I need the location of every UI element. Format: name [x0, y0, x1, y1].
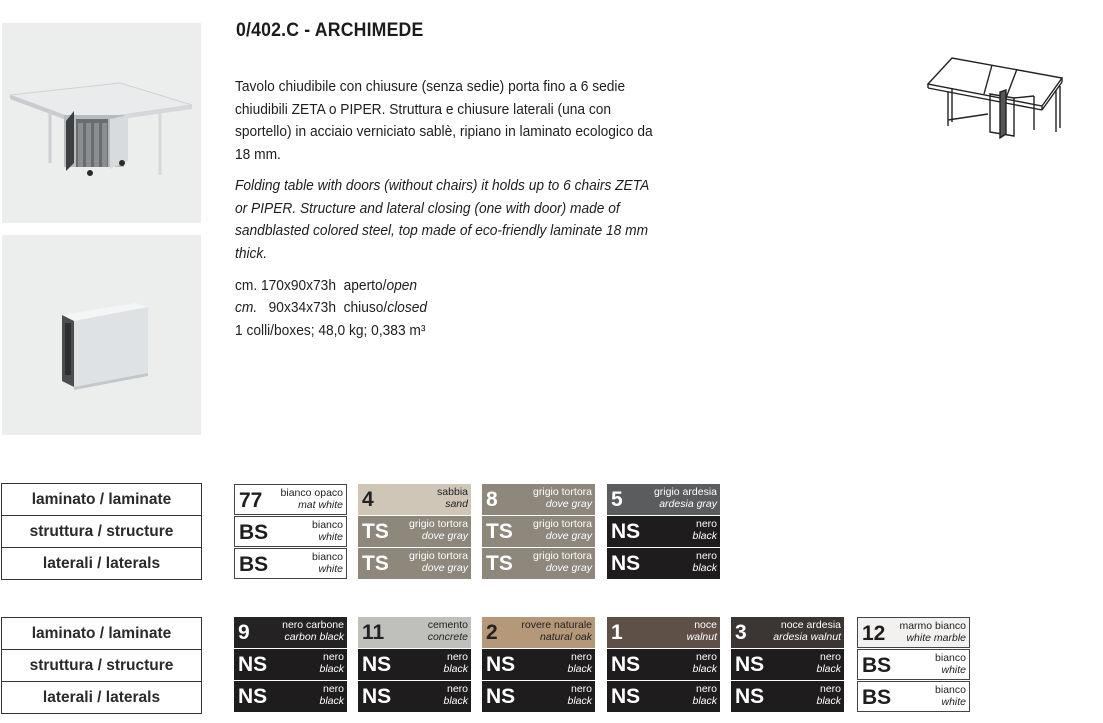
- swatch-name-italian: rovere naturale: [521, 619, 592, 631]
- swatch-code: TS: [362, 520, 389, 543]
- swatch-name-english: carbon black: [284, 631, 344, 643]
- finish-swatch: [358, 617, 471, 648]
- finish-swatch: [482, 649, 595, 680]
- swatch-code: NS: [362, 685, 392, 708]
- swatch-name-english: white: [318, 563, 343, 575]
- finish-swatch: [857, 649, 970, 680]
- finish-labels-group-2: [1, 617, 202, 714]
- swatch-code: NS: [611, 685, 641, 708]
- swatch-name-english: ardesia walnut: [773, 631, 841, 643]
- swatch-name-english: black: [567, 663, 592, 675]
- swatch-code: 8: [486, 488, 498, 511]
- swatch-name-italian: grigio tortora: [533, 486, 592, 498]
- dimensions-open: [235, 275, 417, 297]
- swatch-name-italian: noce: [694, 619, 717, 631]
- swatch-name-english: mat white: [298, 499, 343, 511]
- dimensions-closed-text: 90x34x73h chiuso/: [257, 300, 388, 316]
- label-laterals: laterali / laterals: [2, 547, 201, 579]
- swatch-code: TS: [486, 552, 513, 575]
- packaging-info: 1 colli/boxes; 48,0 kg; 0,383 m³: [235, 323, 426, 339]
- swatch-code: BS: [239, 553, 269, 576]
- swatch-code: 2: [486, 621, 498, 644]
- swatch-name-italian: nero: [322, 683, 344, 695]
- swatch-name-english: black: [816, 663, 841, 675]
- swatch-name-english: walnut: [686, 631, 717, 643]
- finish-swatch: [234, 516, 347, 547]
- swatch-code: NS: [238, 685, 268, 708]
- dimensions-closed: [235, 297, 427, 319]
- finish-swatch: [234, 484, 347, 515]
- swatch-name-italian: nero: [695, 651, 717, 663]
- swatch-name-english: dove gray: [545, 498, 592, 510]
- table-line-drawing: [922, 50, 1067, 140]
- swatch-code: NS: [611, 520, 641, 543]
- product-code-title: 0/402.C - ARCHIMEDE: [236, 20, 424, 41]
- swatch-name-italian: nero: [695, 550, 717, 562]
- dimensions-open-en: open: [386, 278, 418, 294]
- finish-swatch: [234, 617, 347, 648]
- swatch-name-italian: grigio ardesia: [653, 486, 717, 498]
- swatch-name-english: natural oak: [540, 631, 592, 643]
- swatch-name-english: dove gray: [421, 562, 468, 574]
- swatch-code: NS: [611, 653, 641, 676]
- swatch-code: NS: [486, 653, 516, 676]
- label-laminate: laminato / laminate: [31, 491, 172, 508]
- swatch-name-italian: cemento: [427, 619, 468, 631]
- swatch-name-italian: nero: [570, 683, 592, 695]
- swatch-name-english: dove gray: [545, 530, 592, 542]
- label-laminate: laminato / laminate: [31, 625, 172, 642]
- swatch-name-italian: nero: [695, 683, 717, 695]
- finish-swatch: [234, 681, 347, 712]
- swatch-name-italian: nero carbone: [282, 619, 344, 631]
- swatch-code: BS: [239, 521, 269, 544]
- finish-swatch: [607, 548, 720, 579]
- swatch-name-english: white: [318, 531, 343, 543]
- swatch-name-english: black: [319, 695, 344, 707]
- swatch-name-english: black: [692, 562, 717, 574]
- swatch-name-english: black: [692, 663, 717, 675]
- swatch-name-english: black: [692, 530, 717, 542]
- finish-swatch: [482, 484, 595, 515]
- swatch-name-italian: nero: [819, 683, 841, 695]
- finish-swatch: [234, 649, 347, 680]
- swatch-name-italian: grigio tortora: [409, 518, 468, 530]
- finish-swatch: [607, 681, 720, 712]
- swatch-code: BS: [862, 654, 892, 677]
- swatch-name-italian: nero: [819, 651, 841, 663]
- swatch-code: 9: [238, 621, 250, 644]
- swatch-name-italian: bianco opaco: [280, 487, 343, 499]
- swatch-name-italian: nero: [570, 651, 592, 663]
- swatch-name-italian: nero: [695, 518, 717, 530]
- swatch-code: 1: [611, 621, 623, 644]
- swatch-code: NS: [735, 653, 765, 676]
- swatch-name-english: white marble: [906, 632, 966, 644]
- swatch-name-italian: grigio tortora: [533, 518, 592, 530]
- finish-swatch: [857, 681, 970, 712]
- swatch-name-english: dove gray: [545, 562, 592, 574]
- finish-swatch: [607, 516, 720, 547]
- swatch-name-english: ardesia gray: [659, 498, 717, 510]
- swatch-code: BS: [862, 686, 892, 709]
- dimensions-closed-en: closed: [387, 300, 428, 316]
- swatch-code: NS: [362, 653, 392, 676]
- swatch-name-english: white: [941, 696, 966, 708]
- swatch-code: 5: [611, 488, 623, 511]
- finish-swatch: [234, 548, 347, 579]
- swatch-name-italian: nero: [322, 651, 344, 663]
- finish-swatch: [731, 681, 844, 712]
- swatch-code: TS: [486, 520, 513, 543]
- swatch-name-italian: bianco: [312, 551, 343, 563]
- swatch-name-english: black: [443, 663, 468, 675]
- description-english: Folding table with doors (without chairs) it holds up to 6 chairs ZETA or PIPER. Structure and lateral closing (one with door) made of sandblasted colored steel, top made of eco-friendly laminate 18 mm thick.: [235, 178, 649, 262]
- swatch-code: NS: [611, 552, 641, 575]
- swatch-name-english: black: [443, 695, 468, 707]
- swatch-name-english: black: [816, 695, 841, 707]
- swatch-name-italian: grigio tortora: [533, 550, 592, 562]
- swatch-name-english: concrete: [427, 631, 468, 643]
- swatch-name-english: white: [941, 664, 966, 676]
- swatch-code: 3: [735, 621, 747, 644]
- swatch-name-italian: bianco: [935, 684, 966, 696]
- finish-swatch: [358, 484, 471, 515]
- swatch-code: NS: [486, 685, 516, 708]
- swatch-name-italian: nero: [446, 683, 468, 695]
- swatch-name-italian: grigio tortora: [409, 550, 468, 562]
- label-structure: struttura / structure: [2, 515, 201, 547]
- description-italian: Tavolo chiudibile con chiusure (senza sedie) porta fino a 6 sedie chiudibili ZETA o PIPER. Struttura e chiusure laterali (una con sportello) in acciaio verniciato sablè, ripiano in laminato ecologico da 18 mm.: [235, 79, 653, 163]
- swatch-code: 77: [239, 489, 263, 512]
- swatch-code: NS: [735, 685, 765, 708]
- swatch-name-english: black: [319, 663, 344, 675]
- swatch-code: NS: [238, 653, 268, 676]
- swatch-code: 12: [862, 622, 886, 645]
- finish-swatch: [482, 681, 595, 712]
- swatch-name-italian: bianco: [312, 519, 343, 531]
- product-photo-open: [2, 23, 201, 223]
- swatch-name-italian: sabbia: [437, 486, 468, 498]
- swatch-name-english: black: [692, 695, 717, 707]
- swatch-name-italian: marmo bianco: [899, 620, 966, 632]
- label-structure: struttura / structure: [2, 649, 201, 681]
- finish-swatch: [358, 548, 471, 579]
- swatch-name-english: black: [567, 695, 592, 707]
- finish-swatch: [731, 649, 844, 680]
- dimensions-closed-unit: cm.: [235, 300, 258, 316]
- swatch-code: 4: [362, 488, 374, 511]
- finish-swatch: [358, 681, 471, 712]
- dimensions-open-text: cm. 170x90x73h aperto/: [235, 278, 387, 294]
- finish-swatch: [482, 548, 595, 579]
- swatch-code: TS: [362, 552, 389, 575]
- finish-swatch: [731, 617, 844, 648]
- finish-swatch: [482, 516, 595, 547]
- swatch-name-italian: nero: [446, 651, 468, 663]
- swatch-name-italian: bianco: [935, 652, 966, 664]
- swatch-name-english: sand: [445, 498, 468, 510]
- finish-swatch: [607, 649, 720, 680]
- finish-swatch: [482, 617, 595, 648]
- finish-swatch: [857, 617, 970, 648]
- finish-swatch: [607, 617, 720, 648]
- label-laterals: laterali / laterals: [2, 681, 201, 713]
- swatch-code: 11: [362, 621, 385, 644]
- finish-labels-group-1: [1, 483, 202, 580]
- swatch-name-italian: noce ardesia: [780, 619, 841, 631]
- finish-swatch: [358, 649, 471, 680]
- finish-swatch: [358, 516, 471, 547]
- finish-swatch: [607, 484, 720, 515]
- product-photo-closed: [2, 235, 201, 435]
- swatch-name-english: dove gray: [421, 530, 468, 542]
